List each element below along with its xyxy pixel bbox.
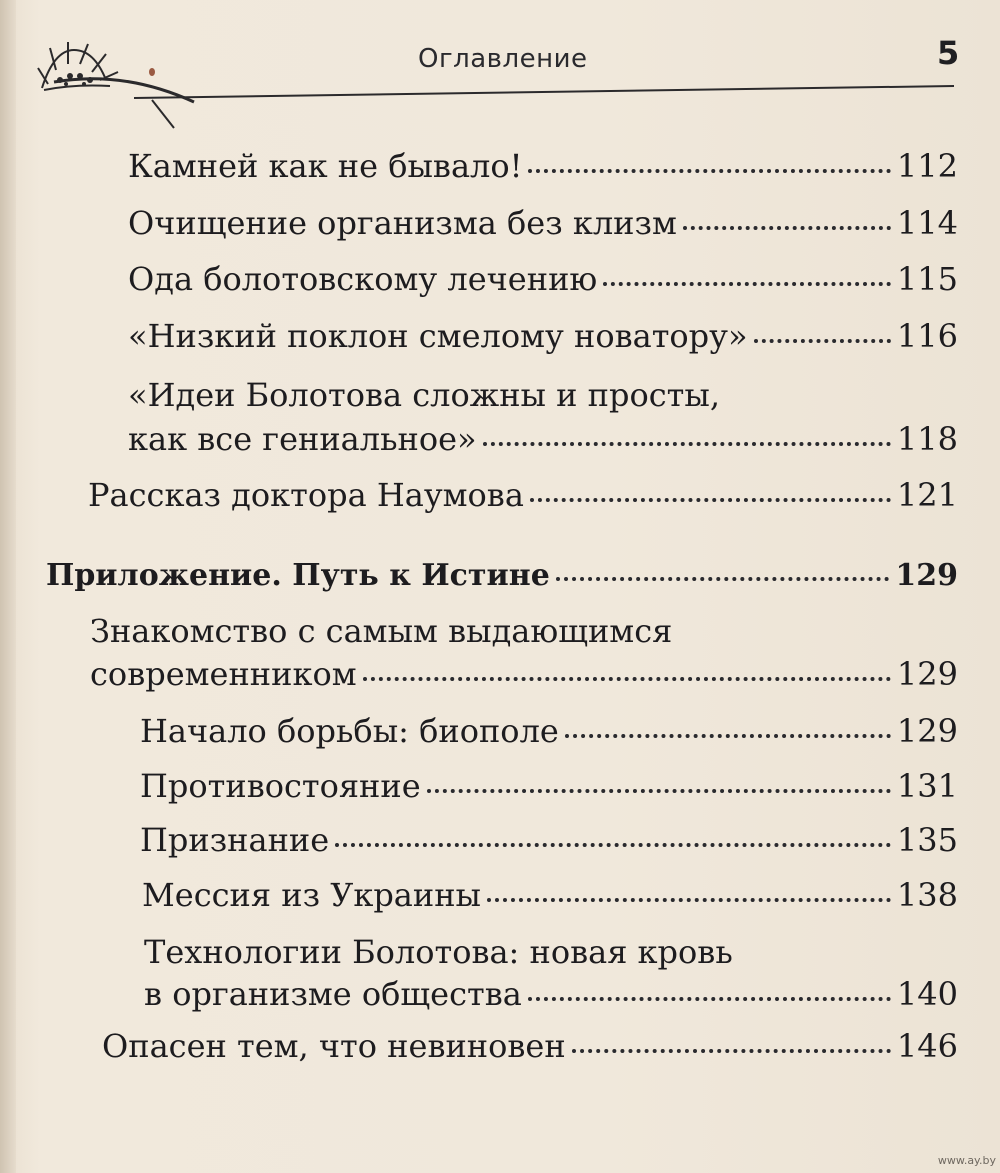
toc-section-page: 129 <box>895 558 958 593</box>
dot-leader <box>363 677 891 681</box>
toc-entry <box>128 204 958 242</box>
dot-leader <box>754 339 891 343</box>
dot-leader <box>530 498 891 502</box>
toc-entry-title: как все гениальное» <box>128 420 477 458</box>
toc-entry <box>144 975 958 1013</box>
toc-entry <box>128 260 958 298</box>
toc-entry-title: Мессия из Украины <box>142 876 481 914</box>
toc-entry <box>128 317 958 355</box>
toc-entry-page: 140 <box>896 975 958 1013</box>
dot-leader <box>487 898 891 902</box>
toc-entry-page: 118 <box>896 420 958 458</box>
toc-entry-title: Начало борьбы: биополе <box>140 712 559 750</box>
running-header-title: Оглавление <box>418 44 588 74</box>
toc-entry-title: Рассказ доктора Наумова <box>88 476 524 514</box>
toc-entry <box>142 876 958 914</box>
dot-leader <box>335 843 891 847</box>
toc-entry-title: Очищение организма без клизм <box>128 204 677 242</box>
dot-leader <box>565 734 891 738</box>
toc-entry-title-line: Знакомство с самым выдающимся <box>90 612 673 650</box>
toc-entry-title: «Низкий поклон смелому новатору» <box>128 317 748 355</box>
watermark: www.ay.by <box>937 1154 996 1167</box>
toc-entry-title: Камней как не бывало! <box>128 147 523 185</box>
toc-entry-page: 138 <box>896 876 958 914</box>
toc-entry <box>140 712 958 750</box>
toc-section-title: Приложение. Путь к Истине <box>46 558 550 593</box>
toc-entry-page: 129 <box>896 655 958 693</box>
toc-entry-title: Признание <box>140 821 330 859</box>
toc-section-entry <box>46 558 958 593</box>
toc-entry-page: 114 <box>896 204 958 242</box>
toc-entry-title: в организме общества <box>144 975 522 1013</box>
toc-entry-title: Ода болотовскому лечению <box>128 260 598 298</box>
page-spine-shadow <box>0 0 16 1173</box>
toc-entry-title-line: «Идеи Болотова сложны и просты, <box>128 376 720 414</box>
toc-entry-title-line: Технологии Болотова: новая кровь <box>144 933 733 971</box>
toc-entry-page: 131 <box>896 767 958 805</box>
toc-entry-title: современником <box>90 655 357 693</box>
toc-entry-title: Опасен тем, что невиновен <box>102 1027 566 1065</box>
dot-leader <box>528 997 891 1001</box>
dot-leader <box>483 442 891 446</box>
dot-leader <box>427 789 891 793</box>
toc-entry <box>90 655 958 693</box>
toc-entry <box>140 821 958 859</box>
toc-entry-page: 146 <box>896 1027 958 1065</box>
toc-entry-page: 112 <box>896 147 958 185</box>
toc-entry <box>88 476 958 514</box>
toc-entry-page: 129 <box>896 712 958 750</box>
dot-leader <box>572 1049 891 1053</box>
dot-leader <box>556 577 890 581</box>
dot-leader <box>683 226 891 230</box>
toc-entry <box>128 147 958 185</box>
toc-entry-title: Противостояние <box>140 767 421 805</box>
dot-leader <box>603 282 891 286</box>
toc-entry-page: 135 <box>896 821 958 859</box>
page-number: 5 <box>937 34 960 72</box>
toc-entry-page: 121 <box>896 476 958 514</box>
toc-entry <box>140 767 958 805</box>
toc-entry-page: 116 <box>896 317 958 355</box>
dot-leader <box>528 169 890 173</box>
toc-entry-page: 115 <box>896 260 958 298</box>
toc-entry <box>128 420 958 458</box>
toc-entry <box>102 1027 958 1065</box>
